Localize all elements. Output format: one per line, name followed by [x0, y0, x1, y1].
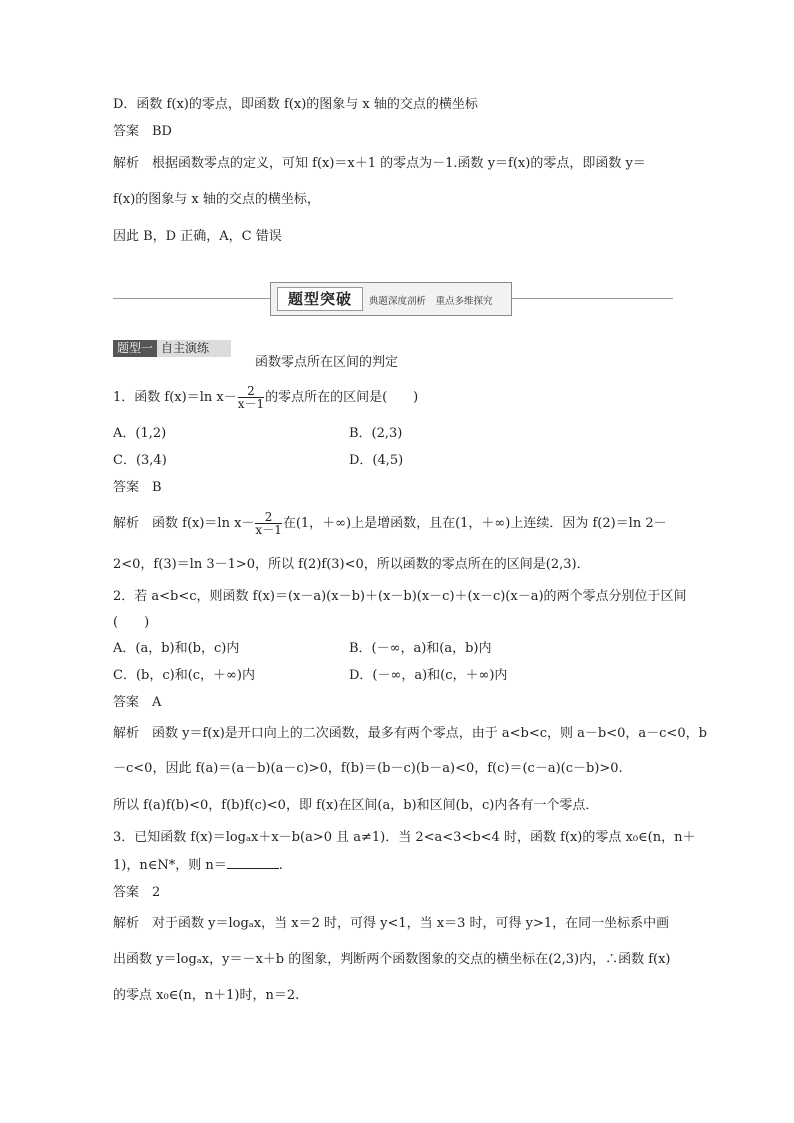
q2-answer: 答案 A [113, 695, 162, 710]
section-title: 题型突破 [277, 287, 363, 311]
q3-stem-2-before: 1)，n∈N*，则 n＝ [113, 858, 227, 873]
section-banner [270, 282, 512, 316]
q1-analysis-frac-den: x－1 [255, 523, 282, 537]
q2-stem-2: ( ) [113, 615, 150, 630]
q2-option-a: A．(a，b)和(b，c)内 [113, 641, 240, 656]
q1-frac-den: x－1 [237, 397, 265, 411]
section-subtitle: 典题深度剖析 重点多维探究 [369, 296, 493, 307]
type-label: 题型一 [113, 340, 157, 357]
q1-option-b: B．(2,3) [349, 426, 403, 441]
q1-stem-after: 的零点所在的区间是( ) [265, 390, 419, 405]
q3-answer: 答案 2 [113, 885, 161, 900]
q1-frac-num: 2 [238, 385, 264, 398]
q2-analysis-line: 解析 函数 y＝f(x)是开口向上的二次函数，最多有两个零点，由于 a<b<c，则 a－b<0，a－c<0，b [113, 726, 707, 741]
q2-option-d: D．(－∞，a)和(c，＋∞)内 [349, 668, 508, 683]
q1-fraction [238, 385, 264, 410]
q1-option-a: A．(1,2) [113, 426, 167, 441]
q1-analysis-line [113, 508, 667, 540]
q1-option-c: C．(3,4) [113, 453, 167, 468]
q2-option-b: B．(－∞，a)和(a，b)内 [349, 641, 492, 656]
q1-answer: 答案 B [113, 480, 162, 495]
answer-label: 答案 BD [113, 124, 172, 139]
q1-stem [113, 382, 418, 414]
analysis-line: 解析 根据函数零点的定义，可知 f(x)＝x＋1 的零点为－1.函数 y＝f(x)的零点，即函数 y＝ [113, 156, 646, 171]
q2-stem: 2．若 a<b<c，则函数 f(x)＝(x－a)(x－b)＋(x－b)(x－c)＋(x－c)(x－a)的两个零点分别位于区间 [113, 589, 687, 604]
q2-analysis-line-3: 所以 f(a)f(b)<0，f(b)f(c)<0，即 f(x)在区间(a，b)和区间(b，c)内各有一个零点． [113, 798, 599, 813]
q2-option-c: C．(b，c)和(c，＋∞)内 [113, 668, 255, 683]
analysis-line: 因此 B，D 正确，A，C 错误 [113, 229, 282, 244]
topic-title: 函数零点所在区间的判定 [255, 355, 399, 370]
section-divider-left [113, 298, 270, 299]
q1-analysis-line-2: 2<0，f(3)＝ln 3－1>0，所以 f(2)f(3)<0，所以函数的零点所在的区间是(2,3)． [113, 557, 590, 572]
answer-blank[interactable] [227, 856, 279, 869]
q1-analysis-before: 解析 函数 f(x)＝ln x－ [113, 516, 255, 531]
analysis-line: f(x)的图象与 x 轴的交点的横坐标， [113, 192, 320, 207]
q1-analysis-frac-num: 2 [255, 511, 281, 524]
q1-option-d: D．(4,5) [349, 453, 404, 468]
q1-stem-before: 1．函数 f(x)＝ln x－ [113, 390, 237, 405]
q3-analysis-line-3: 的零点 x₀∈(n，n＋1)时，n＝2. [113, 988, 300, 1003]
q3-stem-2-after: . [278, 858, 283, 873]
type-text: 自主演练 [161, 341, 210, 355]
q1-analysis-after: 在(1，＋∞)上是增函数，且在(1，＋∞)上连续．因为 f(2)＝ln 2－ [282, 516, 667, 531]
q3-analysis-line-2: 出函数 y＝logₐx，y＝－x＋b 的图象，判断两个函数图象的交点的横坐标在(2,3)内，∴函数 f(x) [113, 952, 671, 967]
option-d: D．函数 f(x)的零点，即函数 f(x)的图象与 x 轴的交点的横坐标 [113, 97, 478, 112]
q1-analysis-fraction [255, 511, 281, 536]
question-type-tag [113, 340, 231, 357]
q2-analysis-line-2: －c<0，因此 f(a)＝(a－b)(a－c)>0，f(b)＝(b－c)(b－a)<0，f(c)＝(c－a)(c－b)>0. [113, 761, 623, 776]
q3-analysis-line: 解析 对于函数 y＝logₐx，当 x＝2 时，可得 y<1，当 x＝3 时，可得 y>1，在同一坐标系中画 [113, 916, 670, 931]
q3-stem: 3．已知函数 f(x)＝logₐx＋x－b(a>0 且 a≠1)．当 2<a<3<b<4 时，函数 f(x)的零点 x₀∈(n，n＋ [113, 830, 696, 845]
section-divider-right [512, 298, 673, 299]
q3-stem-2 [113, 856, 283, 875]
